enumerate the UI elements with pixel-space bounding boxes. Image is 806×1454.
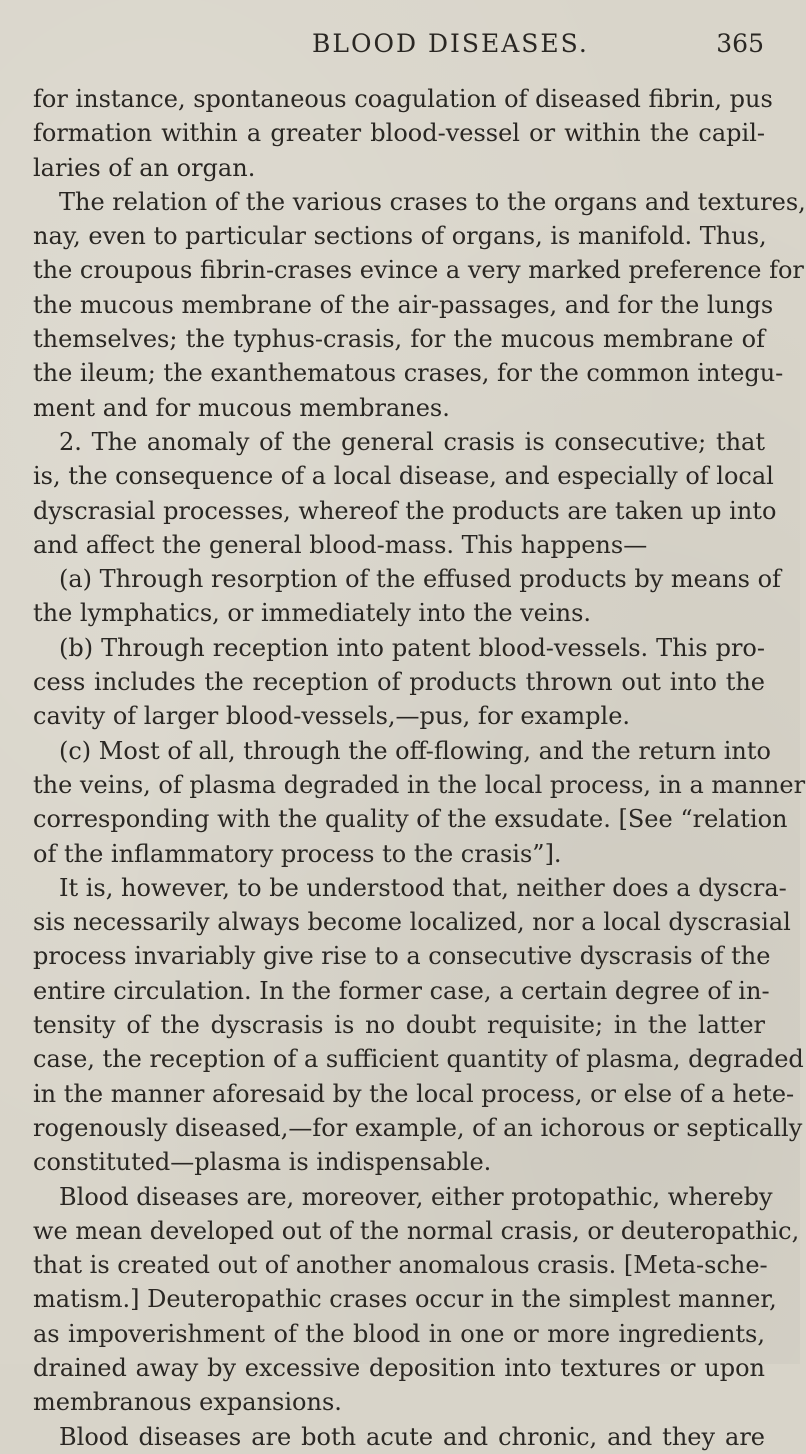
text-line: we mean developed out of the normal crasis, or deuteropathic, — [33, 1216, 800, 1245]
text-line: for instance, spontaneous coagulation of diseased fibrin, pus — [33, 85, 773, 113]
text-line: tensity of the dyscrasis is no doubt requisite; in the latter — [33, 1011, 765, 1040]
text-line: that is created out of another anomalous crasis. [Meta-sche- — [33, 1251, 768, 1280]
text-line: membranous expansions. — [33, 1388, 342, 1417]
text-line: process invariably give rise to a consecutive dyscrasis of the — [33, 942, 771, 971]
text-line: the croupous fibrin-crases evince a very marked preference for — [33, 256, 804, 285]
body-text — [33, 82, 806, 1454]
text-line: entire circulation. In the former case, a certain degree of in- — [33, 976, 770, 1005]
text-line: the mucous membrane of the air-passages, and for the lungs — [33, 290, 774, 319]
text-line: sis necessarily always become localized, nor a local dyscrasial — [33, 908, 791, 937]
text-line: is, the consequence of a local disease, and especially of local — [33, 462, 774, 491]
text-line: laries of an organ. — [33, 153, 256, 182]
text-line: nay, even to particular sections of organs, is manifold. Thus, — [33, 222, 767, 251]
text-line: dyscrasial processes, whereof the products are taken up into — [33, 496, 777, 525]
text-line: 2. The anomaly of the general crasis is consecutive; that — [59, 427, 765, 456]
text-line: The relation of the various crases to the organs and textures, — [59, 187, 806, 216]
running-title: BLOOD DISEASES. — [312, 29, 589, 58]
text-line: It is, however, to be understood that, neither does a dyscra- — [59, 873, 787, 902]
text-line: themselves; the typhus-crasis, for the mucous membrane of — [33, 325, 765, 354]
text-line: of the inflammatory process to the crasis”]. — [33, 839, 562, 868]
text-line: corresponding with the quality of the exsudate. [See “relation — [33, 805, 788, 834]
page-number: 365 — [716, 29, 764, 58]
text-line: in the manner aforesaid by the local process, or else of a hete- — [33, 1079, 795, 1108]
text-line: drained away by excessive deposition into textures or upon — [33, 1353, 765, 1382]
page-header — [312, 24, 764, 64]
text-line: case, the reception of a sufficient quantity of plasma, degraded — [33, 1045, 804, 1074]
text-line: and affect the general blood-mass. This happens— — [33, 530, 648, 559]
text-line: ment and for mucous membranes. — [33, 393, 450, 422]
text-line: formation within a greater blood-vessel or within the capil- — [33, 119, 765, 148]
text-line: the ileum; the exanthematous crases, for the common integu- — [33, 359, 784, 388]
text-line: Blood diseases are, moreover, either protopathic, whereby — [59, 1182, 773, 1211]
text-line: the lymphatics, or immediately into the veins. — [33, 599, 592, 628]
text-line: the veins, of plasma degraded in the local process, in a manner — [33, 770, 806, 799]
text-line: as impoverishment of the blood in one or more ingredients, — [33, 1319, 765, 1348]
text-line: constituted—plasma is indispensable. — [33, 1148, 492, 1177]
text-line: (a) Through resorption of the effused products by means of — [59, 565, 781, 594]
text-line: matism.] Deuteropathic crases occur in the simplest manner, — [33, 1285, 777, 1314]
text-line: (b) Through reception into patent blood-vessels. This pro- — [59, 633, 765, 662]
text-line: cavity of larger blood-vessels,—pus, for example. — [33, 702, 631, 731]
text-line: cess includes the reception of products thrown out into the — [33, 668, 765, 697]
text-line: (c) Most of all, through the off-flowing, and the return into — [59, 736, 771, 765]
text-line: rogenously diseased,—for example, of an ichorous or septically — [33, 1113, 803, 1142]
text-line: Blood diseases are both acute and chronic, and they are — [59, 1422, 765, 1451]
